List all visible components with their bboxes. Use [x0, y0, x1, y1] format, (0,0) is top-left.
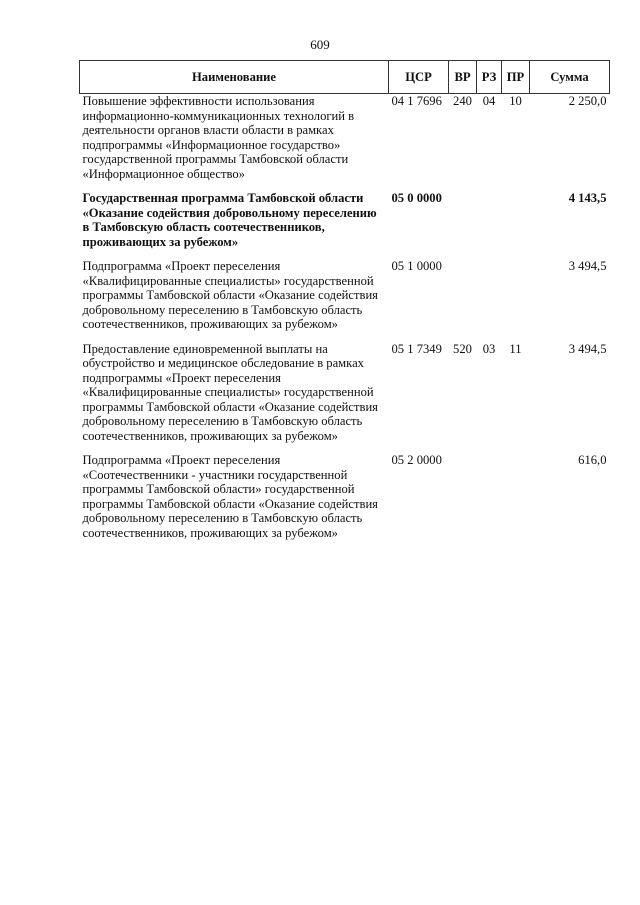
row-csr: 05 1 0000 [391, 259, 442, 273]
budget-table [79, 60, 610, 550]
header-pr: ПР [502, 61, 530, 94]
row-name: Подпрограмма «Проект переселения «Соотечественники - участники государственной программы Тамбовской области» государственной программы Тамбовской области «Оказание содействия добровольному переселению в Тамбовскую область соотечественников, проживающих за рубежом» [82, 453, 378, 540]
header-name: Наименование [80, 61, 389, 94]
row-rz [477, 453, 502, 550]
row-vr [449, 259, 477, 342]
row-rz [477, 259, 502, 342]
row-csr: 05 1 7349 [391, 341, 442, 356]
row-pr: 10 [509, 94, 522, 108]
row-csr: 05 0 0000 [391, 191, 442, 205]
row-sum: 3 494,5 [568, 341, 607, 356]
row-pr [502, 453, 530, 550]
table-row [80, 342, 610, 454]
row-vr [449, 191, 477, 259]
row-csr: 05 2 0000 [391, 453, 442, 467]
row-pr [502, 191, 530, 259]
table-header-row [80, 61, 610, 94]
page-number: 609 [310, 37, 330, 52]
row-pr: 11 [509, 341, 522, 356]
row-vr: 240 [453, 94, 472, 108]
row-name: Подпрограмма «Проект переселения «Квалифицированные специалисты» государственной программы Тамбовской области «Оказание содействия добровольному переселению в Тамбовскую область соотечественников, проживающих за рубежом» [82, 259, 378, 331]
row-rz: 04 [482, 94, 496, 108]
table-row [80, 94, 610, 192]
table-row [80, 191, 610, 259]
row-name: Государственная программа Тамбовской области «Оказание содействия добровольному переселению в Тамбовскую область соотечественников, проживающих за рубежом» [82, 191, 377, 249]
row-rz: 03 [482, 341, 496, 356]
header-sum: Сумма [530, 61, 610, 94]
row-vr: 520 [453, 341, 472, 356]
table-row [80, 259, 610, 342]
header-rz: РЗ [477, 61, 502, 94]
row-csr: 04 1 7696 [391, 94, 442, 108]
table-row [80, 453, 610, 550]
header-vr: ВР [449, 61, 477, 94]
row-sum: 4 143,5 [568, 191, 607, 205]
row-sum: 2 250,0 [568, 94, 607, 108]
row-vr [449, 453, 477, 550]
row-rz [477, 191, 502, 259]
row-name: Повышение эффективности использования информационно-коммуникационных технологий в деятельности органов власти области в рамках подпрограммы «Информационное государство» государственной программы Тамбовской области «Информационное общество» [82, 94, 355, 181]
row-sum: 3 494,5 [568, 259, 607, 273]
row-name: Предоставление единовременной выплаты на обустройство и медицинское обследование в рамках подпрограммы «Проект переселения «Квалифицированные специалисты» государственной программы Тамбовской области «Оказание содействия добровольному переселению в Тамбовскую область соотечественников, проживающих за рубежом» [82, 341, 378, 443]
header-csr: ЦСР [389, 61, 449, 94]
row-pr [502, 259, 530, 342]
row-sum: 616,0 [578, 453, 607, 467]
